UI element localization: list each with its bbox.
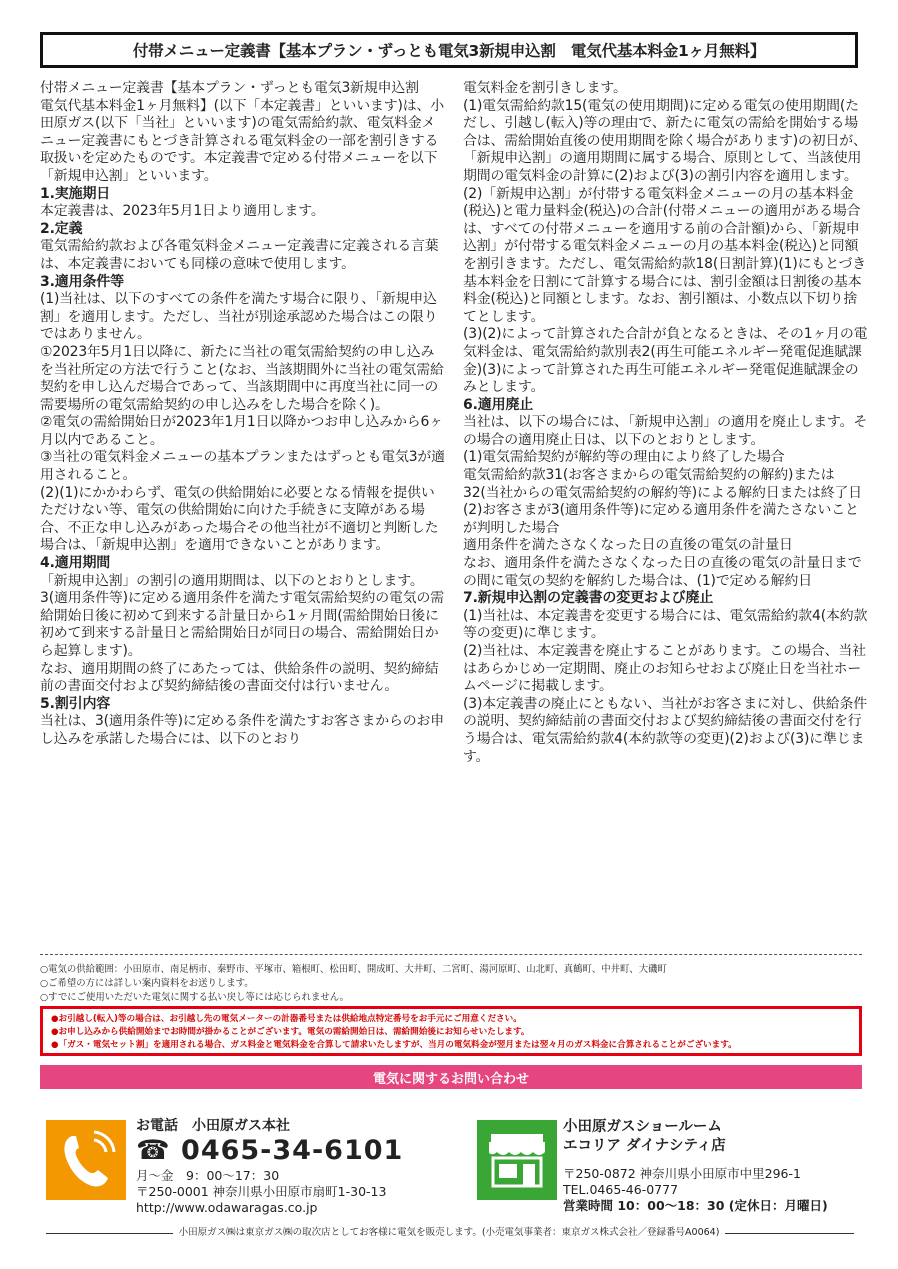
footer: [0, 1225, 898, 1241]
section-heading: 6.適用廃止: [463, 396, 534, 413]
showroom-address: 〒250-0872 神奈川県小田原市中里296-1: [563, 1166, 801, 1181]
paragraph: 付帯メニュー定義書【基本プラン・ずっとも電気3新規申込割 電気代基本料金1ヶ月無料】(以下「本定義書」といいます)は、小田原ガス(以下「当社」といいます)の電気需給約款、電気料金メニュー定義書にもとづき計算される電気料金の一部を割引きする取扱いを定めたものです。本定義書で定める付帯メニューを以下「新規申込割」といいます。: [40, 80, 444, 184]
paragraph: (1)当社は、本定義書を変更する場合には、電気需給約款4(本約款等の変更)に準じます。: [463, 607, 868, 642]
page-title: 付帯メニュー定義書【基本プラン・ずっとも電気3新規申込割 電気代基本料金1ヶ月無料】: [40, 32, 858, 68]
note-supply-area: ○電気の供給範囲：小田原市、南足柄市、秦野市、平塚市、箱根町、松田町、開成町、大井町、二宮町、湯河原町、山北町、真鶴町、中井町、大磯町: [40, 964, 667, 975]
paragraph: 電気需給約款および各電気料金メニュー定義書に定義される言葉は、本定義書においても同様の意味で使用します。: [40, 238, 439, 272]
phone-number[interactable]: ☎ 0465-34-6101: [136, 1135, 404, 1166]
section-heading: 2.定義: [40, 220, 83, 237]
note-brochure: ○ご希望の方には詳しい案内資料をお送りします。: [40, 978, 254, 989]
left-column: [40, 80, 445, 749]
showroom-name: 小田原ガスショールーム: [563, 1119, 722, 1135]
paragraph: 電気料金を割引きします。: [463, 80, 627, 96]
paragraph: 当社は、3(適用条件等)に定める条件を満たすお客さまからのお申し込みを承諾した場合には、以下のとおり: [40, 713, 444, 747]
paragraph: ①2023年5月1日以降に、新たに当社の電気需給契約の申し込みを当社所定の方法で行うこと(なお、当該期間外に当社の電気需給契約を申し込んだ場合であって、当該期間中に再度当社に同一の需要場所の電気需給契約の申し込みをした場合を除く)。: [40, 343, 444, 413]
paragraph: 適用条件を満たさなくなった日の直後の電気の計量日: [463, 537, 793, 554]
paragraph: (2)お客さまが3(適用条件等)に定める適用条件を満たさないことが判明した場合: [463, 502, 859, 536]
section-heading: 3.適用条件等: [40, 273, 125, 290]
paragraph: 電気需給約款31(お客さまからの電気需給契約の解約)または32(当社からの電気需給契約の解約等)による解約日または終了日: [463, 467, 862, 501]
paragraph: (1)当社は、以下のすべての条件を満たす場合に限り、「新規申込割」を適用します。ただし、当社が別途承認めた場合はこの限りではありません。: [40, 291, 438, 343]
note-refund: ○すでにご使用いただいた電気に関する払い戻し等には応じられません。: [40, 992, 350, 1003]
showroom-branch: エコリア ダイナシティ店: [563, 1138, 726, 1154]
shop-icon: [477, 1120, 557, 1200]
section-heading: 5.割引内容: [40, 695, 111, 712]
inquiry-banner: 電気に関するお問い合わせ: [40, 1065, 862, 1089]
phone-heading: お電話 小田原ガス本社: [136, 1118, 290, 1134]
notes: [40, 963, 667, 1005]
paragraph: (3)(2)によって計算された合計が負となるときは、その1ヶ月の電気料金は、電気需給約款別表2(再生可能エネルギー発電促進賦課金)(3)によって計算された再生可能エネルギー発電促進賦課金のみとします。: [463, 326, 868, 396]
paragraph: (1)電気需給契約が解約等の理由により終了した場合: [463, 449, 785, 466]
paragraph: (1)電気需給約款15(電気の使用期間)に定める電気の使用期間(ただし、引越し(転入)等の理由で、新たに電気の需給を開始する場合は、需給開始直後の使用期間を除く場合があります)の初日が、「新規申込割」の適用期間に属する場合、原則として、当該使用期間の電気料金の計算に(2)および(3)の割引内容を適用します。: [463, 97, 867, 184]
red-note: ●お申し込みから供給開始までお時間が掛かることがございます。電気の需給開始日は、需給開始後にお知らせいたします。: [51, 1027, 530, 1037]
phone-icon: [46, 1120, 126, 1200]
right-column: [463, 80, 868, 766]
divider: [40, 954, 862, 955]
paragraph: (2)当社は、本定義書を廃止することがあります。この場合、当社はあらかじめ一定期間、廃止のお知らせおよび廃止日を当社ホームページに掲載します。: [463, 643, 866, 695]
showroom-tel[interactable]: TEL.0465-46-0777: [563, 1182, 679, 1197]
paragraph: 3(適用条件等)に定める適用条件を満たす電気需給契約の電気の需給開始日後に初めて到来する計量日から1ヶ月間(需給開始日後に初めて到来する計量日と需給開始日が同日の場合、需給開始日から起算します)。: [40, 590, 444, 659]
paragraph: (3)本定義書の廃止にともない、当社がお客さまに対し、供給条件の説明、契約締結前の書面交付および契約締結後の書面交付を行う場合は、電気需給約款4(本約款等の変更)(2)および(3)に準じます。: [463, 695, 867, 765]
phone-address: 〒250-0001 神奈川県小田原市扇町1-30-13: [136, 1184, 387, 1199]
section-heading: 7.新規申込割の定義書の変更および廃止: [463, 590, 714, 607]
phone-hours: 月〜金 9：00〜17：30: [136, 1168, 280, 1183]
red-note: ●お引越し(転入)等の場合は、お引越し先の電気メーターの計器番号または供給地点特定番号をお手元にご用意ください。: [51, 1014, 522, 1024]
paragraph: (2)「新規申込割」が付帯する電気料金メニューの月の基本料金(税込)と電力量料金(税込)の合計(付帯メニューの適用がある場合は、すべての付帯メニューを適用する前の合計額)から、「新規申込割」が付帯する電気料金メニューの月の基本料金(税込)と同額を割引きます。ただし、電気需給約款18(日割計算)(1)にもとづき基本料金を日割にて計算する場合には、割引金額は日割後の基本料金(税込)と同額とします。なお、割引額は、小数点以下切り捨てとします。: [463, 185, 867, 325]
paragraph: 当社は、以下の場合には、「新規申込割」の適用を廃止します。その場合の適用廃止日は、以下のとおりとします。: [463, 414, 868, 448]
showroom-contact: [563, 1118, 828, 1214]
phone-contact: [136, 1118, 403, 1216]
footer-text: 小田原ガス㈱は東京ガス㈱の取次店としてお客様に電気を販売します。(小売電気事業者：東京ガス株式会社／登録番号A0064): [173, 1227, 726, 1238]
paragraph: 「新規申込割」の割引の適用期間は、以下のとおりとします。: [40, 572, 424, 589]
paragraph: ③当社の電気料金メニューの基本プランまたはずっとも電気3が適用されること。: [40, 449, 445, 484]
paragraph: なお、適用期間の終了にあたっては、供給条件の説明、契約締結前の書面交付および契約締結後の書面交付は行いません。: [40, 660, 439, 695]
showroom-hours: 営業時間 10：00〜18：30 (定休日：月曜日): [563, 1198, 828, 1213]
paragraph: ②電気の需給開始日が2023年1月1日以降かつお申し込みから6ヶ月以内であること。: [40, 414, 443, 448]
section-heading: 4.適用期間: [40, 555, 111, 572]
red-note: ●「ガス・電気セット割」を適用される場合、ガス料金と電気料金を合算して請求いたしますが、当月の電気料金が翌月または翌々月のガス料金に合算されることがございます。: [51, 1040, 737, 1050]
paragraph: 本定義書は、2023年5月1日より適用します。: [40, 203, 325, 220]
section-heading: 1.実施期日: [40, 185, 111, 202]
paragraph: なお、適用条件を満たさなくなった日の直後の電気の計量日までの間に電気の契約を解約した場合は、(1)で定める解約日: [463, 555, 862, 589]
paragraph: (2)(1)にかかわらず、電気の供給開始に必要となる情報を提供いただけない等、電気の供給開始に向けた手続きに支障がある場合、不正な申し込みがあった場合その他当社が不適切と判断した場合は、「新規申込割」を適用できないことがあります。: [40, 484, 439, 554]
important-notice-box: [40, 1006, 862, 1056]
website-link[interactable]: http://www.odawaragas.co.jp: [136, 1200, 318, 1215]
